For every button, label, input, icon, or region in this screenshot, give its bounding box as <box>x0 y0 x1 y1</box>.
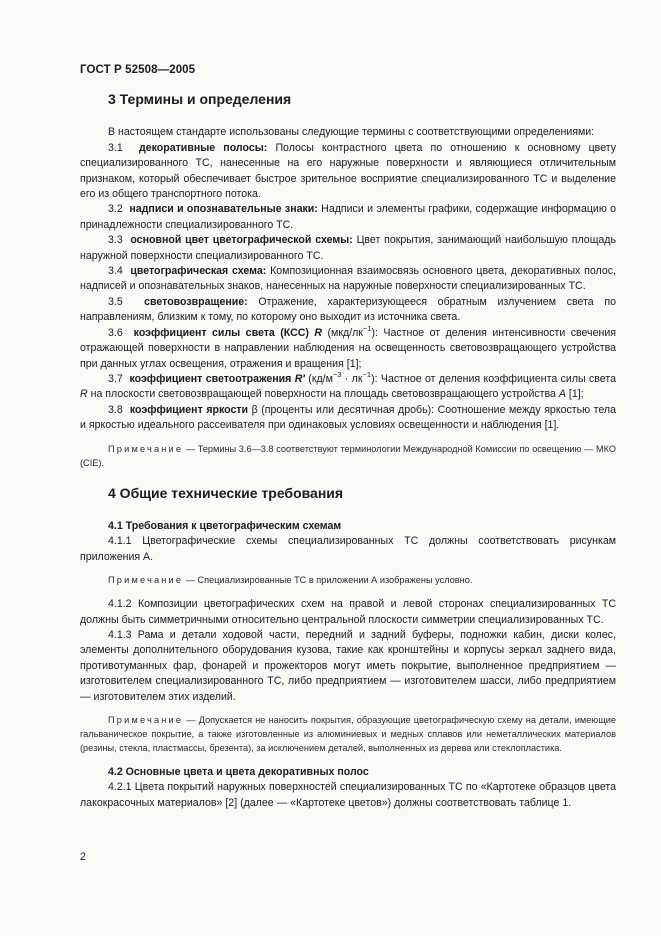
term-name: коэффициент светоотражения <box>129 372 292 385</box>
subsection-4-1-title: 4.1 Требования к цветографическим схемам <box>108 519 342 532</box>
term-definition: Композиционная взаимосвязь основного цвета, декоративных полос, надписей и опознавательных знаков, нанесенных на наружные поверхности специализированных ТС. <box>80 265 616 293</box>
term-definition: Частное от деления интенсивности свечения отражающей поверхности в направлении наблюдения на освещенность световозвращающего устройства при данных углах освещения, отражения и вращения [1]; <box>80 326 616 370</box>
page-content <box>80 92 616 811</box>
note-text: — Специализированные ТС в приложении А изображены условно. <box>185 575 473 586</box>
term-symbol: R′ <box>294 372 305 385</box>
term-definition-cont: на плоскости световозвращающей поверхности на площадь световозвращающего устройства <box>90 388 556 401</box>
term-definition: Цвет покрытия, занимающий наибольшую площадь наружной поверхности специализированного ТС. <box>80 234 616 262</box>
term-definition: Надписи и элементы графики, содержащие информацию о принадлежности специализированного ТС. <box>80 203 616 231</box>
term-number: 3.1 <box>108 141 123 154</box>
symbol-a: А <box>558 388 566 401</box>
term-name: основной цвет цветографической схемы: <box>130 234 353 247</box>
term-number: 3.6 <box>108 326 123 339</box>
clause-4-1-3: 4.1.3 Рама и детали ходовой части, передний и задний буферы, подножки кабин, диски колес, элементы дополнительного оборудования кузова, такие как кронштейны и корпусы зеркал заднего вида, противотуманных фар, фонарей и прожекторов могут иметь покрытие, выполненное предприятием — изготовителем специализированного ТС, либо предприятием — изготовителем шасси, либо предприятием — изготовителем этих изделий. <box>80 628 616 703</box>
term-3-7 <box>80 369 616 403</box>
term-number: 3.7 <box>108 372 123 385</box>
note-label: Примечание <box>108 443 184 454</box>
symbol-r: R <box>80 388 88 401</box>
term-3-2 <box>80 202 616 233</box>
term-3-6 <box>80 323 616 372</box>
unit-pre: (мкд/лк <box>327 326 363 339</box>
term-definition: Частное от деления коэффициента силы света <box>380 372 616 385</box>
unit-exponent: −1 <box>362 369 372 379</box>
term-3-8 <box>80 403 616 434</box>
term-3-1 <box>80 141 616 203</box>
note-terms <box>80 442 616 470</box>
section-3-intro: В настоящем стандарте использованы следующие термины с соответствующими определениями: <box>108 126 595 139</box>
subsection-4-2-title: 4.2 Основные цвета и цвета декоративных полос <box>108 766 369 778</box>
term-3-5 <box>80 295 616 326</box>
term-number: 3.3 <box>108 234 123 247</box>
unit-exponent: −1 <box>362 323 372 333</box>
note-text: — Термины 3.6—3.8 соответствуют терминологии Международной Комиссии по освещению — МКО (CIE). <box>80 443 616 468</box>
page-number: 2 <box>80 851 86 863</box>
clause-4-2-1: 4.2.1 Цвета покрытий наружных поверхностей специализированных ТС по «Картотеке образцов цвета лакокрасочных материалов» [2] (далее — «Картотеке цветов») должны соответствовать таблице 1. <box>80 781 616 809</box>
note-label: Примечание <box>108 715 184 725</box>
term-name: коэффициент силы света (КСС) <box>133 326 309 339</box>
term-3-3 <box>80 233 616 264</box>
term-name: цветографическая схема: <box>130 265 267 278</box>
clause-4-1-2: 4.1.2 Композиции цветографических схем на правой и левой сторонах специализированных ТС должны быть симметричными относительно центральной плоскости симметрии специализированных ТС. <box>80 598 616 626</box>
term-name: коэффициент яркости <box>129 403 249 416</box>
term-definition: Отражение, характеризующееся обратным излучением света по направлениям, близким к тому, по которому оно выходит из источника света. <box>80 295 616 324</box>
term-definition: β (проценты или десятичная дробь): Соотношение между яркостью тела и яркостью идеального рассеивателя при одинаковых условиях освещенности и наблюдения [1]. <box>80 403 616 432</box>
term-name: декоративные полосы: <box>139 141 268 154</box>
term-symbol: R <box>314 326 323 339</box>
section-4-title: 4 Общие технические требования <box>108 484 344 501</box>
unit-pre: (кд/м <box>308 372 333 385</box>
term-definition-end: [1]; <box>568 388 584 401</box>
term-number: 3.2 <box>108 203 123 216</box>
note-appendix <box>80 573 616 587</box>
term-number: 3.4 <box>108 265 123 278</box>
term-3-4 <box>80 264 616 295</box>
term-number: 3.5 <box>108 295 123 308</box>
unit-post: ): <box>371 372 378 385</box>
term-name: световозвращение: <box>144 295 248 308</box>
note-text: — Допускается не наносить покрытия, образующие цветографическую схему на детали, имеющие гальваническое покрытие, а также изготовленные из алюминиевых и медных сплавов или неметаллических материалов (резины, стекла, пластмассы, брезента), за исключением деталей, выполненных из дерева или стеклопластика. <box>80 715 616 753</box>
unit-mid: · лк <box>341 372 363 385</box>
term-number: 3.8 <box>108 403 123 416</box>
note-label: Примечание <box>108 575 184 586</box>
term-definition: Полосы контрастного цвета по отношению к основному цвету специализированного ТС, нанесенные на его наружные поверхности и являющиеся отличительным признаком, который обеспечивает быстрое зрительное восприятие специализированного ТС и выделение его из общего транспортного потока. <box>80 141 616 201</box>
document-header: ГОСТ Р 52508—2005 <box>80 64 196 76</box>
unit-exponent: −3 <box>332 369 342 379</box>
unit-post: ): <box>371 326 378 339</box>
section-3-title: 3 Термины и определения <box>108 91 292 107</box>
note-coatings <box>80 713 616 755</box>
clause-4-1-1: 4.1.1 Цветографические схемы специализированных ТС должны соответствовать рисункам приложения А. <box>80 535 616 563</box>
term-name: надписи и опознавательные знаки: <box>129 203 318 216</box>
